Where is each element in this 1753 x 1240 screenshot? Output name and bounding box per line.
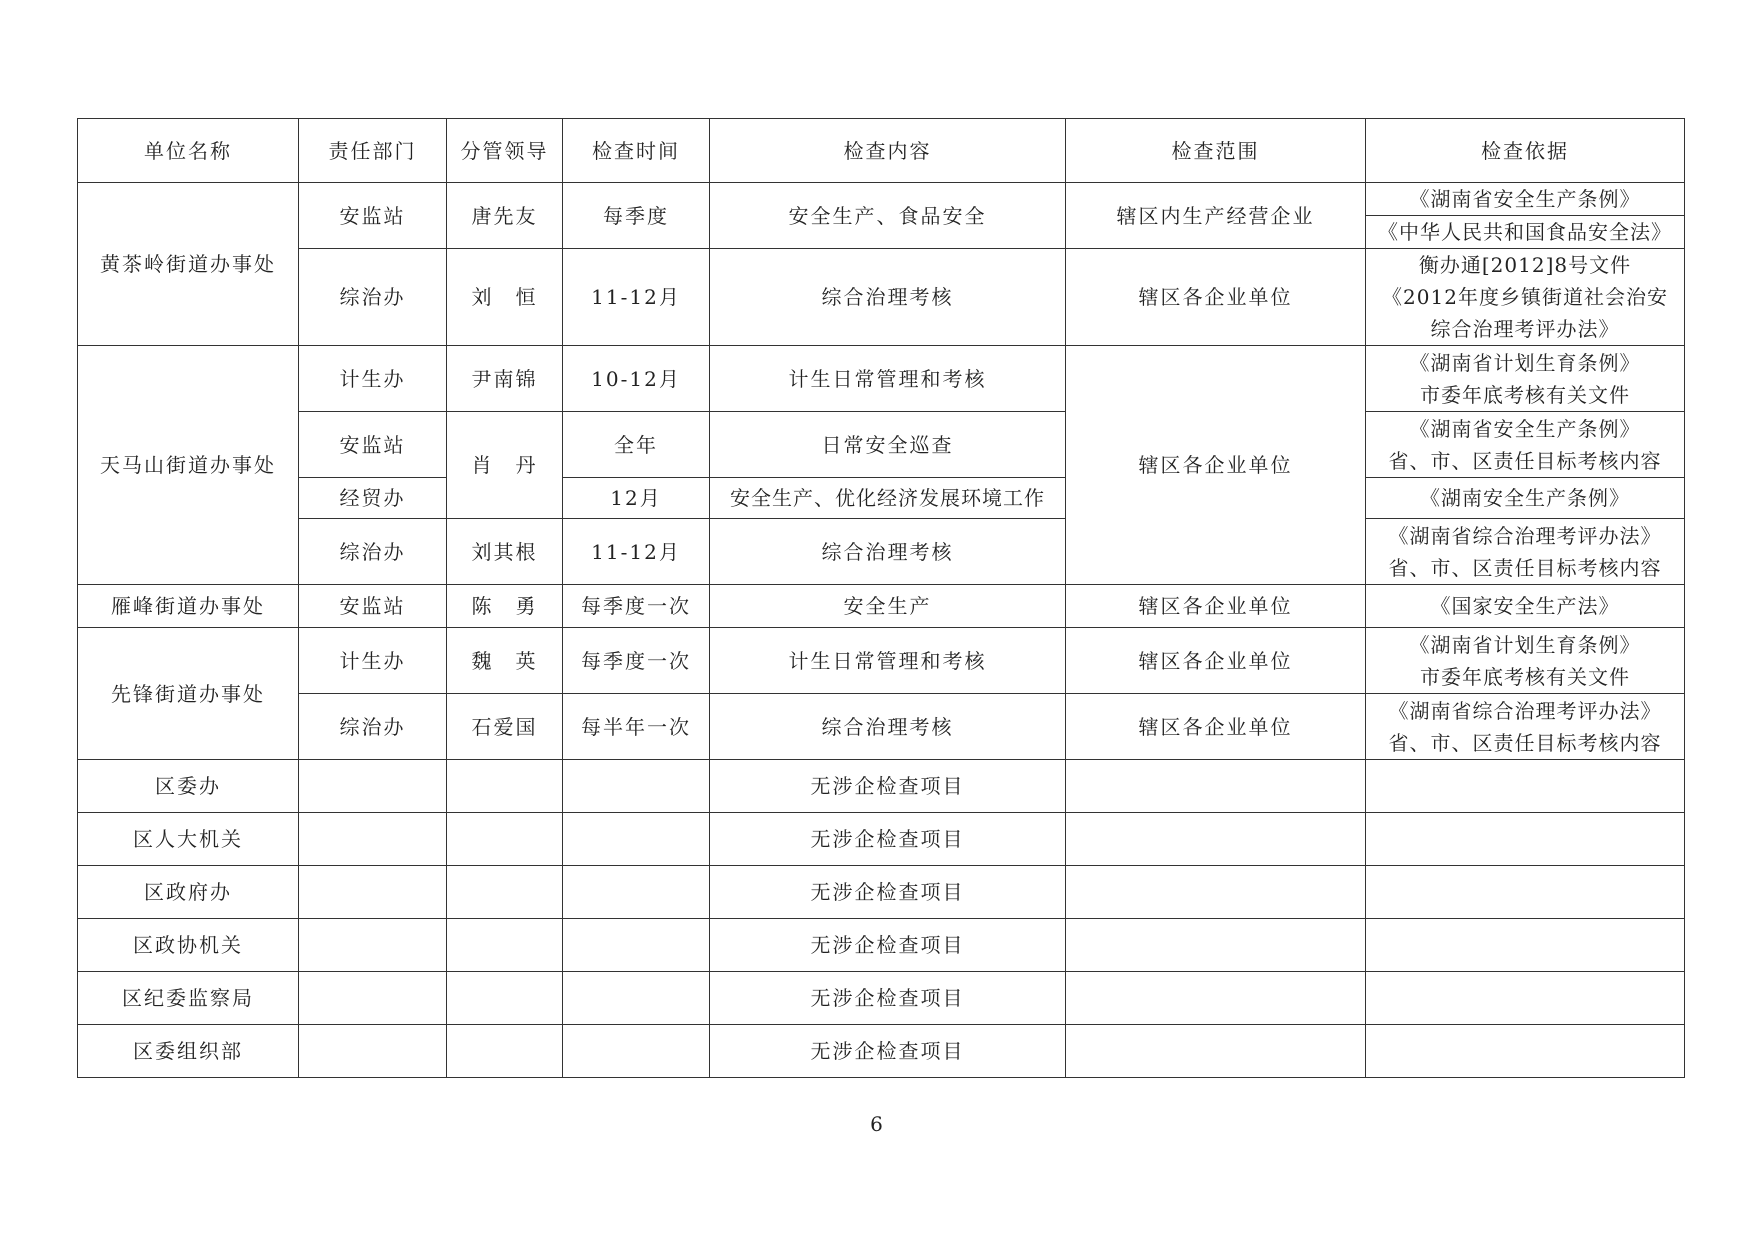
header-time: 检查时间	[563, 119, 710, 183]
content-cell: 无涉企检查项目	[710, 919, 1066, 972]
basis-cell: 《国家安全生产法》	[1366, 585, 1685, 628]
basis-cell	[1366, 346, 1685, 412]
time-cell: 每半年一次	[563, 694, 710, 760]
time-cell: 11-12月	[563, 519, 710, 585]
unit-cell: 区政协机关	[78, 919, 299, 972]
leader-cell: 肖 丹	[447, 412, 563, 519]
unit-cell: 区纪委监察局	[78, 972, 299, 1025]
time-cell: 12月	[563, 478, 710, 519]
unit-cell: 区人大机关	[78, 813, 299, 866]
content-cell: 日常安全巡查	[710, 412, 1066, 478]
unit-cell: 区委办	[78, 760, 299, 813]
table-row	[78, 346, 1685, 412]
basis-line: 《湖南省安全生产条例》	[1409, 416, 1641, 441]
dept-cell: 综治办	[299, 519, 447, 585]
dept-cell: 计生办	[299, 346, 447, 412]
time-cell: 每季度一次	[563, 628, 710, 694]
table-row	[78, 866, 1685, 919]
dept-cell: 综治办	[299, 249, 447, 346]
scope-cell: 辖区各企业单位	[1066, 628, 1366, 694]
table-row	[78, 694, 1685, 760]
dept-cell: 计生办	[299, 628, 447, 694]
unit-cell: 黄茶岭街道办事处	[78, 183, 299, 346]
basis-line: 省、市、区责任目标考核内容	[1388, 555, 1662, 580]
basis-line: 省、市、区责任目标考核内容	[1388, 730, 1662, 755]
basis-cell	[1366, 628, 1685, 694]
unit-cell: 区政府办	[78, 866, 299, 919]
content-cell: 无涉企检查项目	[710, 760, 1066, 813]
content-cell: 无涉企检查项目	[710, 1025, 1066, 1078]
content-cell: 综合治理考核	[710, 519, 1066, 585]
content-cell: 无涉企检查项目	[710, 813, 1066, 866]
leader-cell: 陈 勇	[447, 585, 563, 628]
scope-cell: 辖区各企业单位	[1066, 249, 1366, 346]
content-cell: 综合治理考核	[710, 694, 1066, 760]
content-cell: 无涉企检查项目	[710, 972, 1066, 1025]
basis-line: 《湖南省计划生育条例》	[1409, 350, 1641, 375]
page-number: 6	[870, 1112, 883, 1136]
basis-line: 市委年底考核有关文件	[1420, 664, 1630, 689]
unit-cell: 雁峰街道办事处	[78, 585, 299, 628]
header-row	[78, 119, 1685, 183]
leader-cell: 石爱国	[447, 694, 563, 760]
dept-cell: 安监站	[299, 183, 447, 249]
time-cell: 每季度一次	[563, 585, 710, 628]
basis-cell	[1366, 249, 1685, 346]
table-row	[78, 585, 1685, 628]
scope-cell: 辖区各企业单位	[1066, 585, 1366, 628]
table-row	[78, 813, 1685, 866]
basis-line: 市委年底考核有关文件	[1420, 382, 1630, 407]
leader-cell: 唐先友	[447, 183, 563, 249]
dept-cell: 经贸办	[299, 478, 447, 519]
scope-cell: 辖区内生产经营企业	[1066, 183, 1366, 249]
basis-cell: 《湖南省安全生产条例》	[1366, 183, 1685, 216]
content-cell: 综合治理考核	[710, 249, 1066, 346]
leader-cell: 尹南锦	[447, 346, 563, 412]
table-row	[78, 919, 1685, 972]
content-cell: 无涉企检查项目	[710, 866, 1066, 919]
leader-cell: 刘其根	[447, 519, 563, 585]
time-cell: 全年	[563, 412, 710, 478]
table-row	[78, 972, 1685, 1025]
leader-cell: 魏 英	[447, 628, 563, 694]
header-scope: 检查范围	[1066, 119, 1366, 183]
header-unit: 单位名称	[78, 119, 299, 183]
basis-line: 省、市、区责任目标考核内容	[1388, 448, 1662, 473]
dept-cell: 安监站	[299, 412, 447, 478]
header-leader: 分管领导	[447, 119, 563, 183]
basis-line: 《湖南省计划生育条例》	[1409, 632, 1641, 657]
basis-cell	[1366, 519, 1685, 585]
basis-cell	[1366, 412, 1685, 478]
unit-cell: 天马山街道办事处	[78, 346, 299, 585]
dept-cell: 安监站	[299, 585, 447, 628]
basis-line: 《湖南省综合治理考评办法》	[1388, 698, 1662, 723]
content-cell: 安全生产、优化经济发展环境工作	[710, 478, 1066, 519]
table-row	[78, 478, 1685, 519]
time-cell: 11-12月	[563, 249, 710, 346]
basis-cell: 《中华人民共和国食品安全法》	[1366, 216, 1685, 249]
unit-cell: 先锋街道办事处	[78, 628, 299, 760]
basis-line: 衡办通[2012]8号文件	[1418, 253, 1632, 277]
time-cell: 10-12月	[563, 346, 710, 412]
table-row	[78, 412, 1685, 478]
unit-cell: 区委组织部	[78, 1025, 299, 1078]
scope-cell: 辖区各企业单位	[1066, 694, 1366, 760]
header-content: 检查内容	[710, 119, 1066, 183]
table-row	[78, 628, 1685, 694]
content-cell: 计生日常管理和考核	[710, 628, 1066, 694]
content-cell: 安全生产	[710, 585, 1066, 628]
header-basis: 检查依据	[1366, 119, 1685, 183]
table-row	[78, 760, 1685, 813]
basis-cell	[1366, 694, 1685, 760]
content-cell: 计生日常管理和考核	[710, 346, 1066, 412]
basis-line: 综合治理考评办法》	[1430, 317, 1620, 341]
basis-line: 《2012年度乡镇街道社会治安	[1382, 285, 1668, 309]
header-dept: 责任部门	[299, 119, 447, 183]
leader-cell: 刘 恒	[447, 249, 563, 346]
table-row	[78, 1025, 1685, 1078]
basis-cell: 《湖南安全生产条例》	[1366, 478, 1685, 519]
table-row	[78, 519, 1685, 585]
time-cell: 每季度	[563, 183, 710, 249]
table-row	[78, 249, 1685, 346]
content-cell: 安全生产、食品安全	[710, 183, 1066, 249]
scope-cell: 辖区各企业单位	[1066, 346, 1366, 585]
table-row	[78, 183, 1685, 216]
dept-cell: 综治办	[299, 694, 447, 760]
inspection-plan-table	[77, 118, 1685, 1078]
basis-line: 《湖南省综合治理考评办法》	[1388, 523, 1662, 548]
